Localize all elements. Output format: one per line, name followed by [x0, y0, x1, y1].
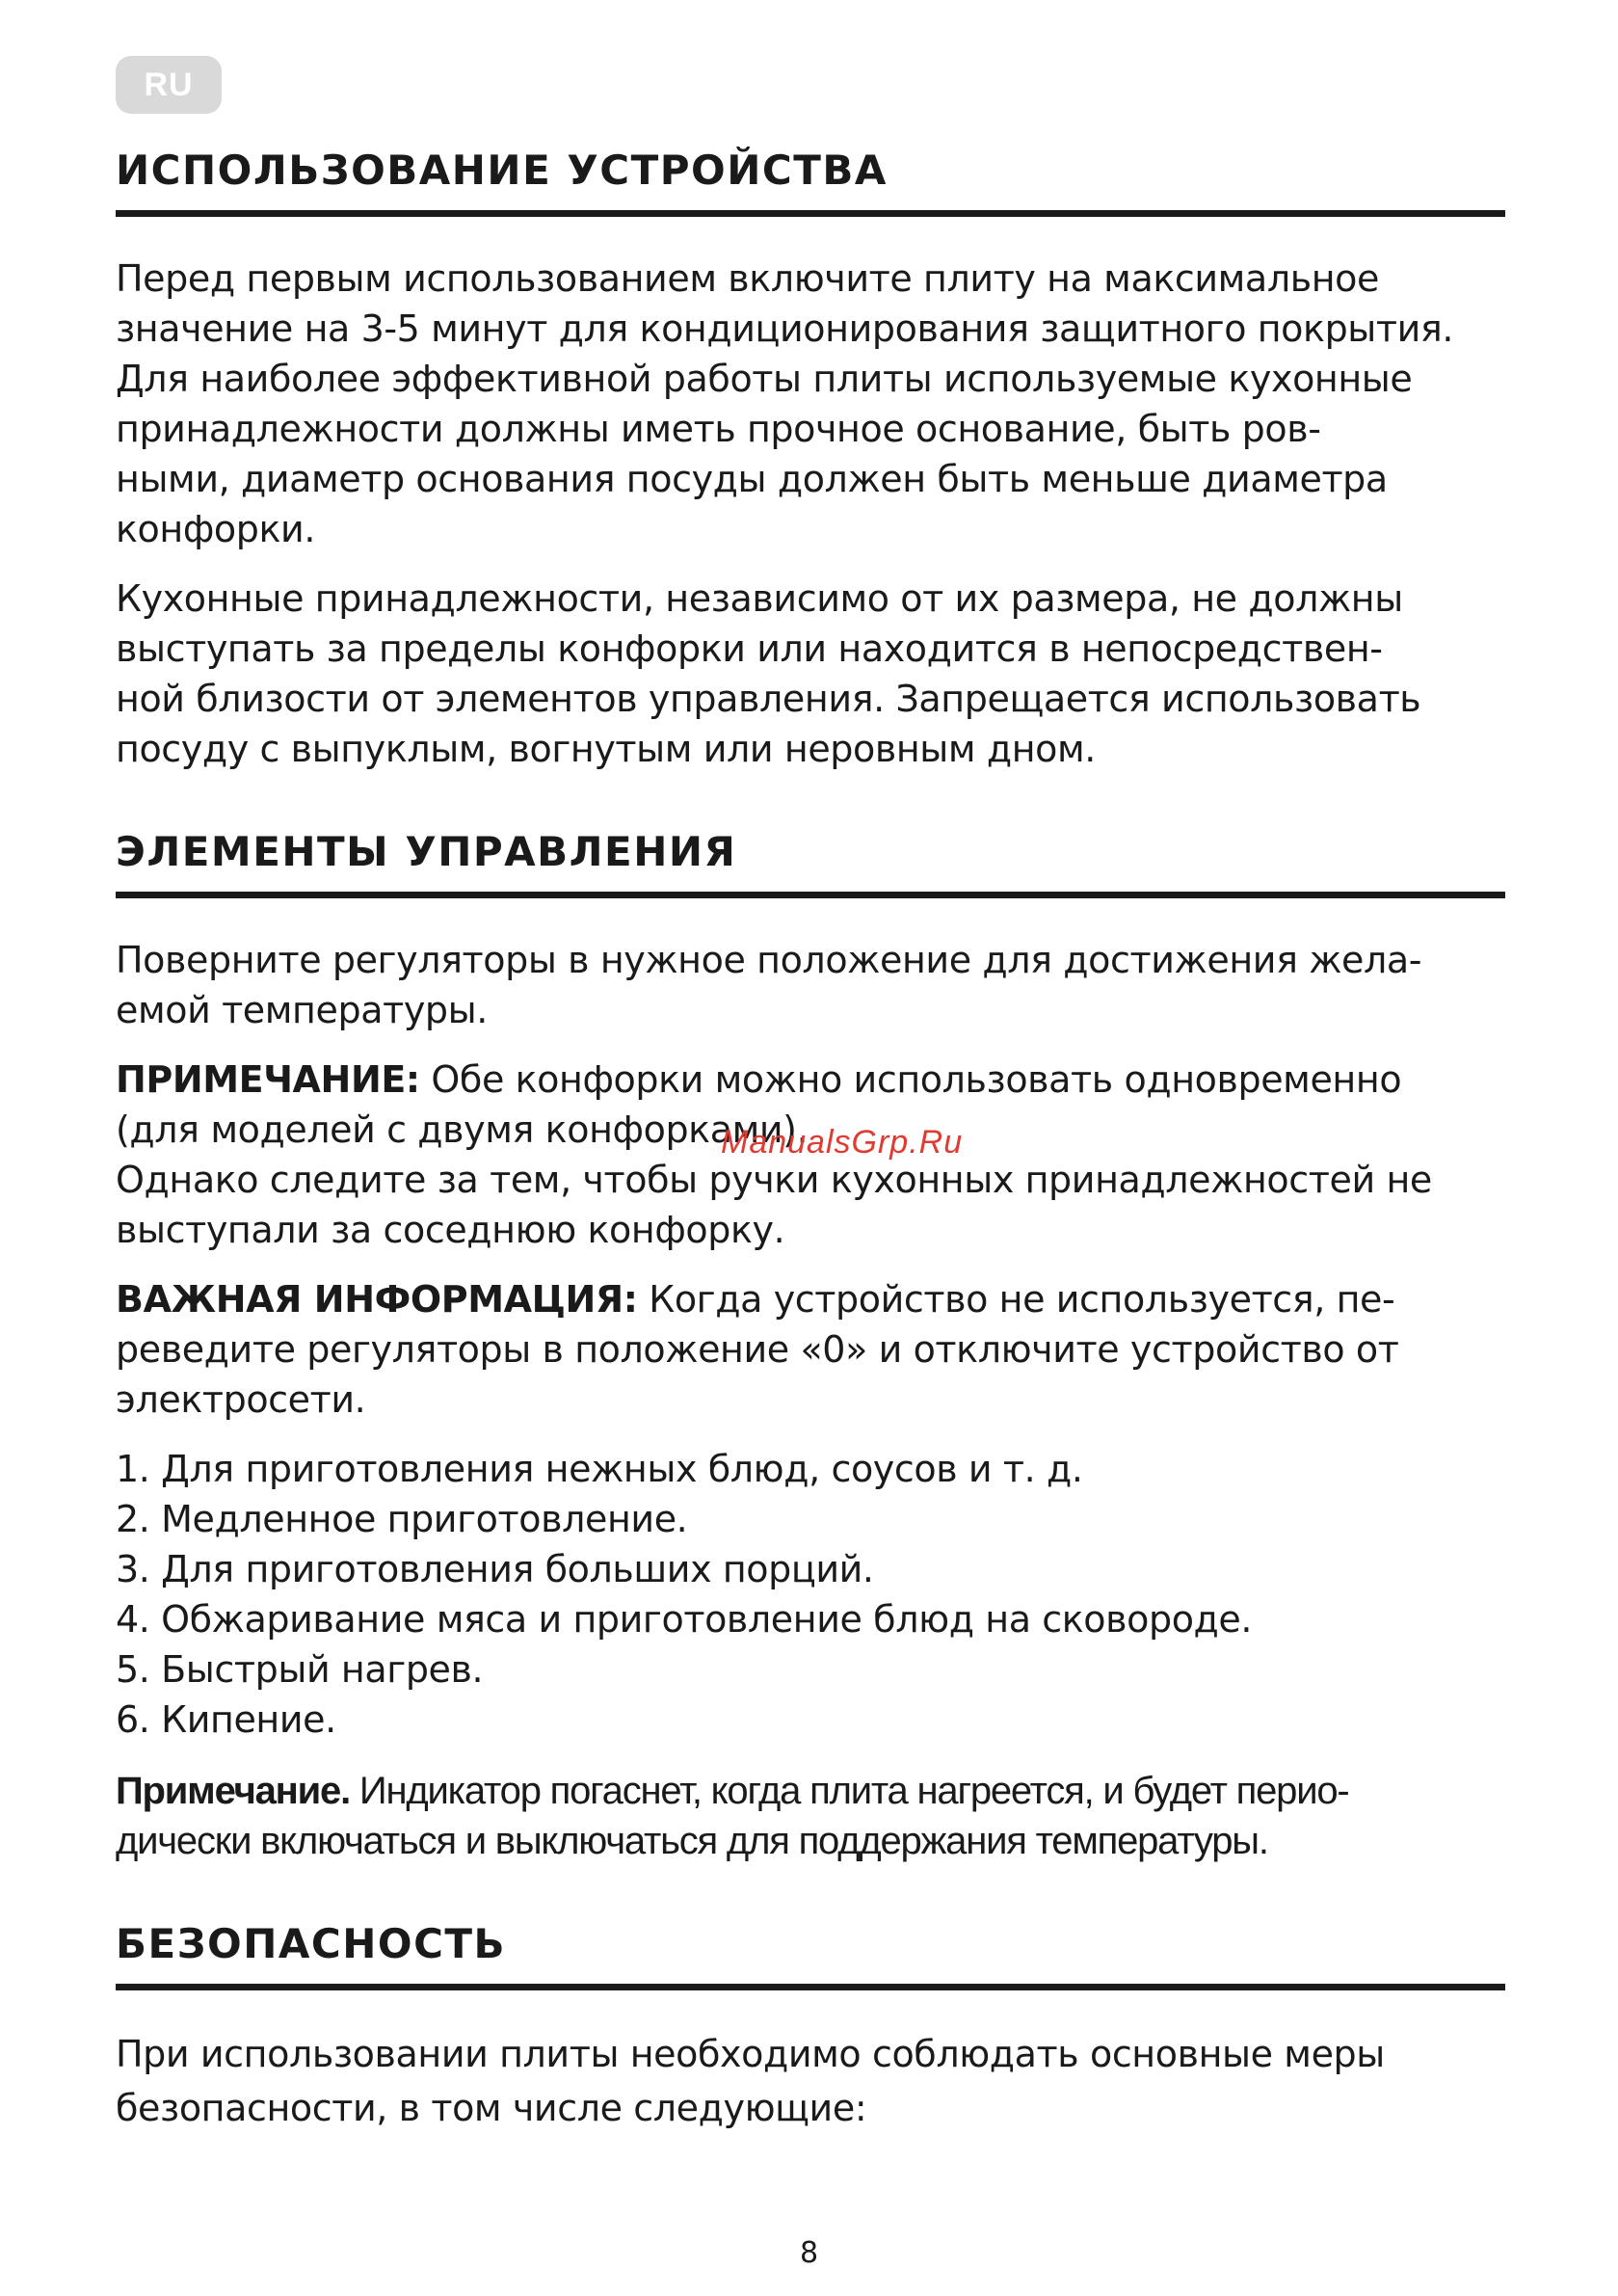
text-line: емой температуры. [116, 989, 488, 1031]
text-line [116, 1055, 1505, 1105]
list-item: 1. Для приготовления нежных блюд, соусов и т. д. [116, 1448, 1083, 1490]
safety-paragraph [116, 2027, 1505, 2135]
language-badge: RU [116, 56, 222, 114]
usage-paragraph-1 [116, 254, 1505, 554]
heat-settings-list [116, 1444, 1505, 1745]
list-item: 4. Обжаривание мяса и приготовление блюд на сковороде. [116, 1598, 1253, 1641]
list-item: 3. Для приготовления больших порций. [116, 1548, 874, 1590]
section-title-usage: ИСПОЛЬЗОВАНИЕ УСТРОЙСТВА [116, 147, 1505, 217]
controls-intro [116, 935, 1505, 1035]
section-title-safety: БЕЗОПАСНОСТЬ [116, 1920, 1505, 1990]
watermark: ManualsGrp.Ru [721, 1124, 964, 1161]
page-number: 8 [799, 2236, 819, 2270]
list-item: 5. Быстрый нагрев. [116, 1648, 484, 1691]
text-line: ной близости от элементов управления. Запрещается использовать [116, 678, 1421, 720]
text-line: выступали за соседнюю конфорку. [116, 1209, 785, 1251]
note-first-line: Обе конфорки можно использовать одновременно [419, 1058, 1402, 1101]
controls-important [116, 1274, 1505, 1425]
text-line: (для моделей с двумя конфорками). [116, 1108, 809, 1151]
text-line: Кухонные принадлежности, независимо от их размера, не должны [116, 577, 1403, 620]
list-item: 6. Кипение. [116, 1698, 336, 1741]
usage-paragraph-2 [116, 574, 1505, 774]
text-line [116, 1766, 1505, 1816]
text-line [116, 1274, 1505, 1324]
list-item: 2. Медленное приготовление. [116, 1498, 688, 1540]
text-line: При использовании плиты необходимо соблюдать основные меры [116, 2033, 1385, 2075]
text-line: электросети. [116, 1378, 366, 1421]
text-line: ными, диаметр основания посуды должен быть меньше диаметра [116, 458, 1388, 500]
text-line: безопасности, в том числе следующие: [116, 2087, 867, 2129]
text-line: значение на 3-5 минут для кондиционирования защитного покрытия. [116, 307, 1454, 350]
text-line: дически включаться и выключаться для поддержания температуры. [116, 1820, 1268, 1862]
manual-page [116, 56, 1505, 2135]
text-line: Для наиболее эффективной работы плиты используемые кухонные [116, 358, 1413, 400]
text-line: посуду с выпуклым, вогнутым или неровным дном. [116, 728, 1096, 770]
small-note-first-line: Индикатор погаснет, когда плита нагреется, и будет перио- [350, 1770, 1349, 1812]
important-label: ВАЖНАЯ ИНФОРМАЦИЯ: [116, 1278, 638, 1321]
text-line: принадлежности должны иметь прочное основание, быть ров- [116, 408, 1321, 450]
text-line: реведите регуляторы в положение «0» и отключите устройство от [116, 1328, 1399, 1371]
text-line: конфорки. [116, 508, 316, 550]
text-line: выступать за пределы конфорки или находится в непосредствен- [116, 627, 1383, 670]
text-line: Однако следите за тем, чтобы ручки кухонных принадлежностей не [116, 1159, 1432, 1201]
section-title-controls: ЭЛЕМЕНТЫ УПРАВЛЕНИЯ [116, 828, 1505, 898]
note-label: ПРИМЕЧАНИЕ: [116, 1058, 420, 1101]
small-note-label: Примечание. [116, 1770, 350, 1812]
indicator-note [116, 1766, 1505, 1866]
text-line: Перед первым использованием включите плиту на максимальное [116, 257, 1379, 300]
important-first-line: Когда устройство не используется, пе- [637, 1278, 1395, 1321]
text-line: Поверните регуляторы в нужное положение для достижения жела- [116, 939, 1422, 981]
